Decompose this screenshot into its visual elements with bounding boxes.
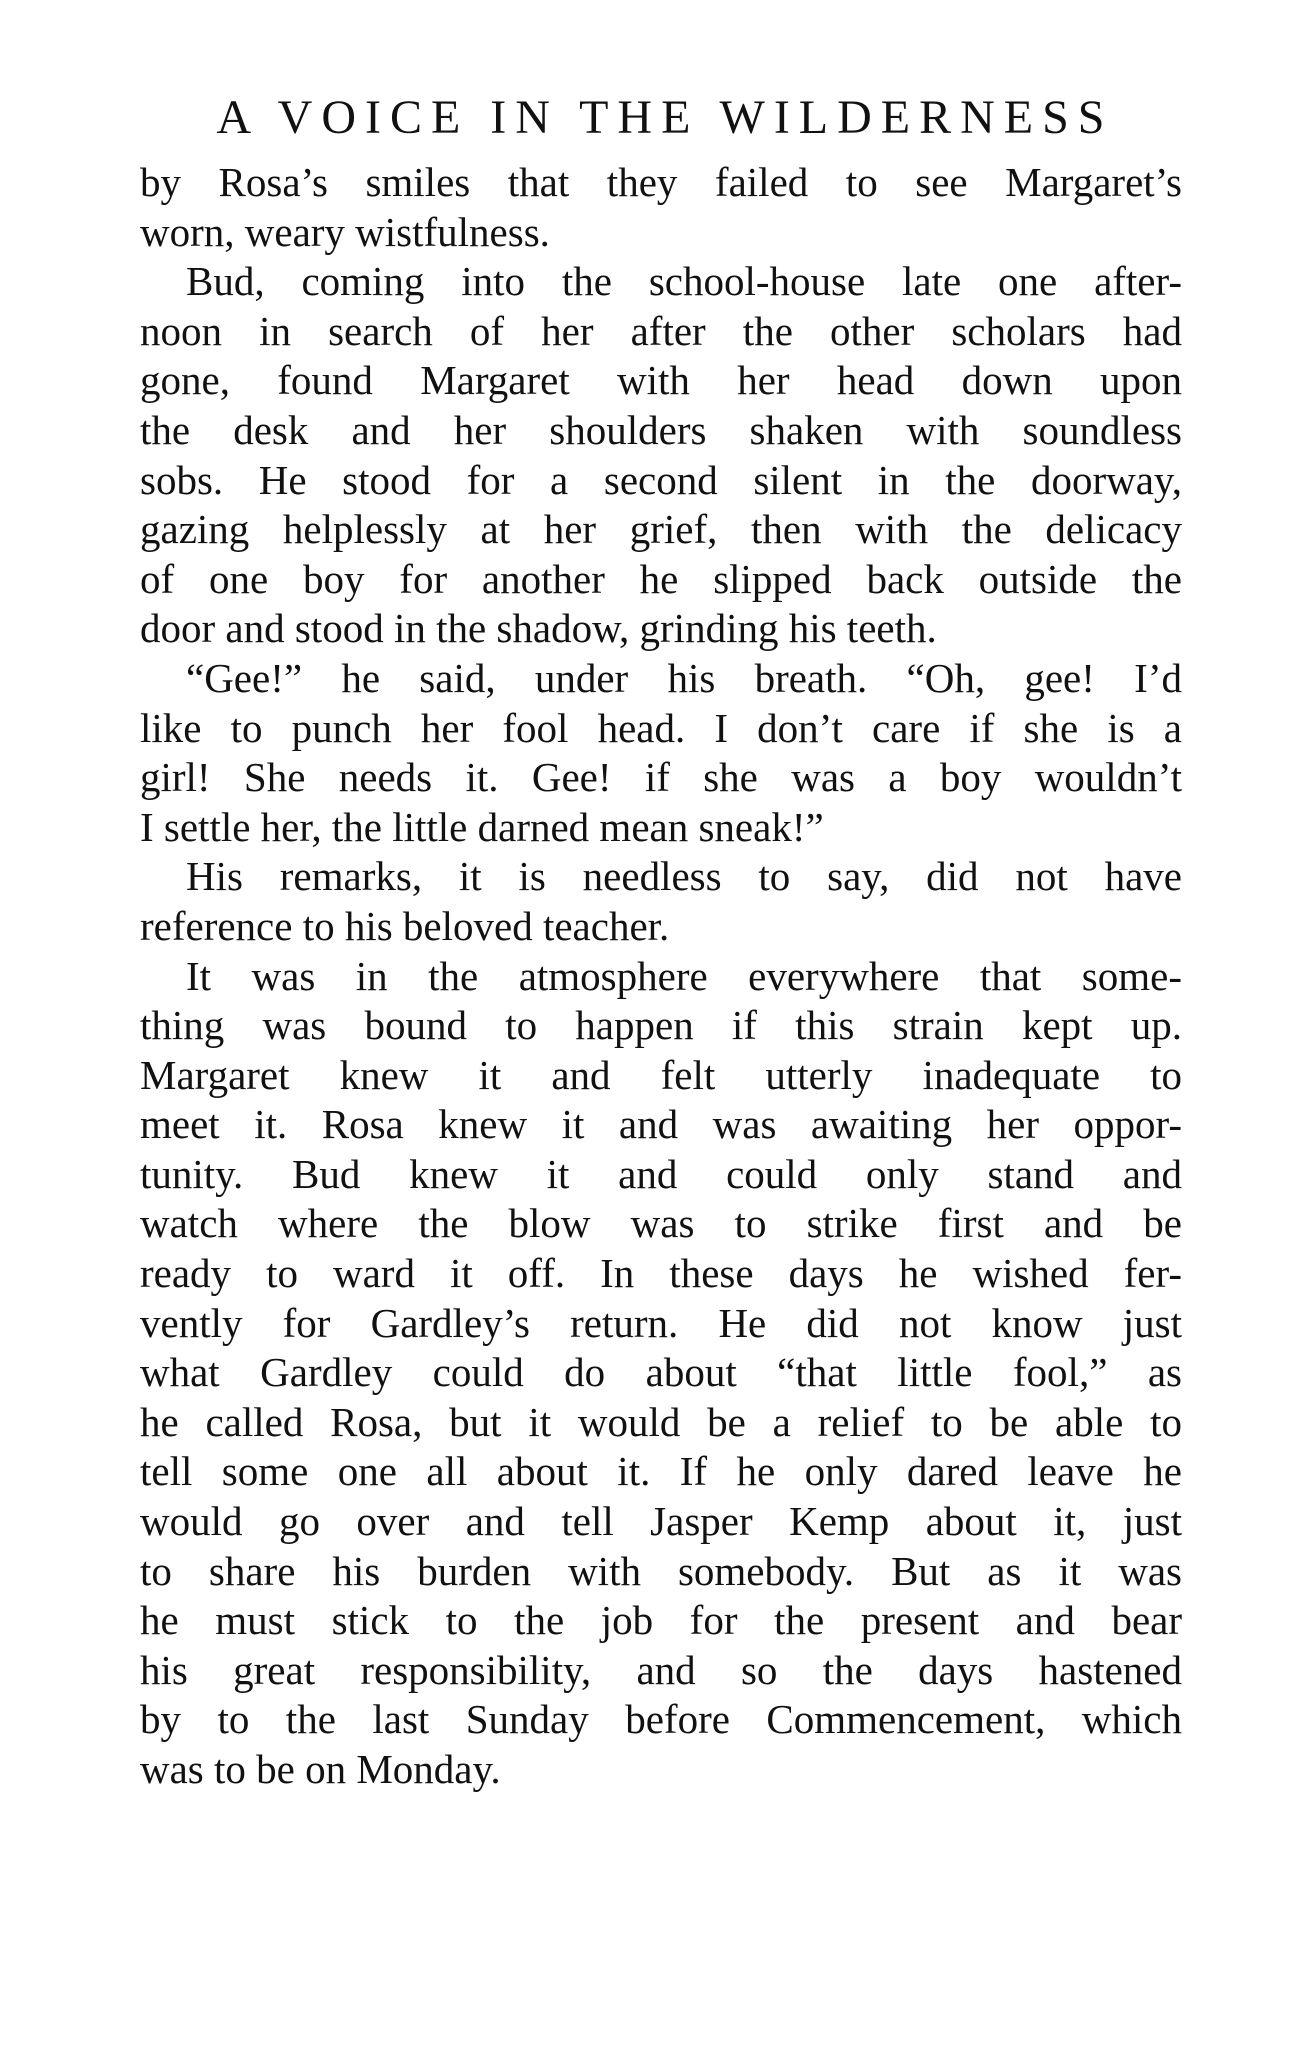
text-line: to share his burden with somebody. But as it was	[140, 1547, 1182, 1594]
text-line: His remarks, it is needless to say, did not have	[186, 853, 1182, 900]
running-head: A VOICE IN THE WILDERNESS	[216, 91, 1114, 144]
text-line: like to punch her fool head. I don’t care if she is a	[140, 704, 1182, 751]
text-line: door and stood in the shadow, grinding his teeth.	[140, 605, 937, 652]
paragraph	[140, 952, 1182, 1795]
text-line: ready to ward it off. In these days he wished fer-	[140, 1250, 1182, 1297]
text-line: worn, weary wistfulness.	[140, 208, 550, 255]
text-line: by to the last Sunday before Commencement, which	[140, 1696, 1182, 1743]
text-line: noon in search of her after the other scholars had	[140, 307, 1182, 354]
text-line: thing was bound to happen if this strain kept up.	[140, 1002, 1182, 1049]
text-line: sobs. He stood for a second silent in the doorway,	[140, 456, 1182, 503]
text-line: by Rosa’s smiles that they failed to see Margaret’s	[140, 159, 1182, 205]
text-line: girl! She needs it. Gee! if she was a boy wouldn’t	[140, 754, 1182, 801]
text-line: meet it. Rosa knew it and was awaiting her oppor-	[140, 1101, 1182, 1148]
paragraph	[140, 257, 1182, 654]
text-line: what Gardley could do about “that little fool,” as	[140, 1349, 1182, 1396]
text-line: gone, found Margaret with her head down upon	[140, 357, 1182, 404]
text-line: tell some one all about it. If he only dared leave he	[140, 1448, 1182, 1495]
text-line: Bud, coming into the school-house late one after-	[186, 258, 1182, 305]
text-line: he called Rosa, but it would be a relief to be able to	[140, 1398, 1182, 1445]
text-line: reference to his beloved teacher.	[140, 902, 670, 949]
text-line: would go over and tell Jasper Kemp about it, just	[140, 1498, 1182, 1545]
text-line: I settle her, the little darned mean sneak!”	[140, 803, 824, 850]
text-line: It was in the atmosphere everywhere that some-	[186, 952, 1182, 999]
text-line: was to be on Monday.	[140, 1746, 501, 1792]
text-line: his great responsibility, and so the days hastened	[140, 1646, 1182, 1693]
text-line: “Gee!” he said, under his breath. “Oh, gee! I’d	[186, 654, 1182, 701]
text-line: tunity. Bud knew it and could only stand and	[140, 1150, 1182, 1197]
text-line: gazing helplessly at her grief, then with the delicacy	[140, 506, 1182, 553]
text-line: Margaret knew it and felt utterly inadequate to	[140, 1051, 1182, 1098]
paragraph	[140, 654, 1182, 852]
text-line: of one boy for another he slipped back outside the	[140, 555, 1182, 602]
text-line: vently for Gardley’s return. He did not know just	[140, 1299, 1182, 1346]
paragraph	[140, 158, 1182, 257]
paragraph	[140, 852, 1182, 951]
text-line: watch where the blow was to strike first and be	[140, 1200, 1182, 1247]
text-line: he must stick to the job for the present and bear	[140, 1597, 1182, 1644]
body-text	[140, 158, 1182, 1795]
text-line: the desk and her shoulders shaken with soundless	[140, 406, 1182, 453]
